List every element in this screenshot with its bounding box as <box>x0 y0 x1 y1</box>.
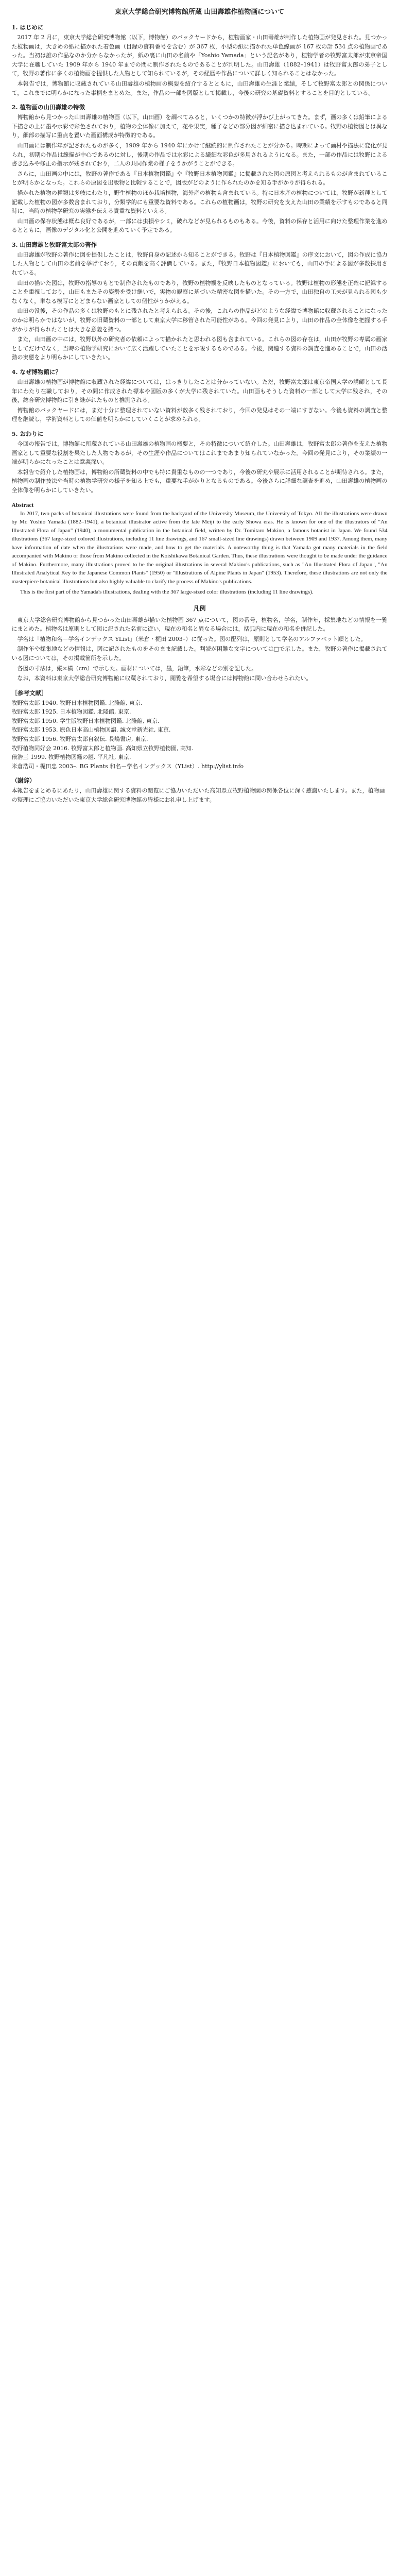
section-hanrei <box>12 604 388 683</box>
paragraph: 山田の没後，その作品の多くは牧野のもとに残されたと考えられる。その後，これらの作品がどのような経緯で博物館に収蔵されることになったのかは明らかではないが，牧野の旧蔵資料の一部として東京大学に移管された可能性がある。今回の発見により，山田の作品の全体像を把握する手がかりが得られたことは大きな意義を持つ。 <box>11 308 388 333</box>
paragraph: なお，本資料は東京大学総合研究博物館に収蔵されており，閲覧を希望する場合には博物館に問い合わせられたい。 <box>17 675 312 682</box>
paragraph: 各図の寸法は，縦×横（cm）で示した。画材については，墨，鉛筆，水彩などの別を記した。 <box>17 665 257 672</box>
abstract-heading: Abstract <box>11 502 34 509</box>
paragraph: 博物館から見つかった山田壽雄の植物画（以下，山田画）を調べてみると，いくつかの特徴が浮かび上がってきた。まず，画の多くは鉛筆による下描きの上に墨や水彩で彩色されており，植物の全体像に加えて，花や果実，種子などの部分図が細密に描き込まれている。牧野の植物図とは異なり，細部の描写に重点を置いた画面構成が特徴的である。 <box>11 114 388 139</box>
section-heading: 1. はじめに <box>11 24 44 31</box>
paragraph: 山田の描いた図は，牧野の指導のもとで制作されたものであり，牧野の植物観を反映したものとなっている。牧野は植物の形態を正確に記録することを重視しており，山田もまたその姿勢を受け継いで，実物の観察に基づいた精密な図を描いた。その一方で，山田独自の工夫が見られる図も少なくなく，単なる模写にとどまらない画家としての個性がうかがえる。 <box>11 279 388 304</box>
section-yamada-makino <box>12 240 388 362</box>
hanrei-heading: 凡例 <box>193 604 206 612</box>
reference-item: 牧野富太郎 1956. 牧野富太郎自叙伝. 長嶋書房, 東京. <box>11 736 148 743</box>
paragraph: 2017 年 2 月に，東京大学総合研究博物館（以下，博物館）のバックヤードから，植物画家・山田壽雄が制作した植物画が発見された。見つかった植物画は，大きめの紙に描かれた着色画（目録の資料番号を含む）が 367 枚，小型の紙に描かれた単色線画が 167 枚の計 534 点の植物画であった。当初は誰の作品なのか分からなかったが，紙の裏に山田の名前や「Yoshio Yamada」という記名があり，植物学者の牧野富太郎が東京帝国大学に在職していた 1909 年から 1940 年までの間に制作されたものであることが判明した。山田壽雄（1882–1941）は牧野富太郎の弟子として，牧野の著作に多くの植物画を提供した人物として知られているが，その経歴や作品について詳しく知られることはなかった。 <box>11 34 388 77</box>
references-heading: ［参考文献］ <box>11 689 47 697</box>
section-introduction <box>12 23 388 97</box>
section-conclusion <box>12 429 388 495</box>
paragraph: 学名は「植物和名－学名インデックス YList」（米倉・梶田 2003–）に従った。図の配列は，原則として学名のアルファベット順とした。 <box>17 635 367 642</box>
reference-item: 俵浩三 1999. 牧野植物図鑑の謎. 平凡社, 東京. <box>11 754 131 761</box>
reference-item: 牧野富太郎 1953. 原色日本高山植物図譜. 誠文堂新光社, 東京. <box>11 726 171 734</box>
paragraph: 山田壽雄が牧野の著作に図を提供したことは，牧野自身の記述から知ることができる。牧野は『日本植物図鑑』の序文において，図の作成に協力した人物として山田の名前を挙げており，その貢献を高く評価している。また，『牧野日本植物図鑑』においても，山田の手による図が多数採用されている。 <box>11 251 388 277</box>
reference-item: 米倉浩司・梶田忠 2003–. BG Plants 和名－学名インデックス（YList）. http://ylist.info <box>11 762 244 770</box>
section-features <box>12 103 388 235</box>
reference-item: 牧野富太郎 1925. 日本植物図鑑. 北隆館, 東京. <box>11 708 131 716</box>
paragraph: 描かれた植物の種類は多岐にわたり，野生植物のほか栽培植物，海外産の植物も含まれている。特に日本産の植物については，牧野が新種として記載した植物の図が多数含まれており，分類学的にも重要な資料である。これらの植物画は，牧野の研究を支えた山田の業績を示すものであると同時に，当時の植物学研究の実態を伝える貴重な資料といえる。 <box>11 189 388 215</box>
paragraph: 東京大学総合研究博物館から見つかった山田壽雄が描いた植物画 367 点について，図の番号，植物名，学名，制作年，採集地などの情報を一覧にまとめた。植物名は原則として図に記された名前に従い，現在の和名と異なる場合には，括弧内に現在の和名を併記した。 <box>11 616 388 633</box>
section-notes <box>12 776 388 804</box>
reference-item: 牧野植物同好会 2016. 牧野富太郎と植物画. 高知県立牧野植物園, 高知. <box>11 744 194 752</box>
document-title: 東京大学総合研究博物館所蔵 山田壽雄作植物画について <box>114 8 285 16</box>
abstract-paragraph: In 2017, two packs of botanical illustrations were found from the backyard of the University Museum, the University of Tokyo. All the illustrations were drawn by Mr. Yoshio Yamada (1882–1941), a botanical illustrator active from the late Meiji to the early Showa eras. He is known for one of the illustrators of "An Illustrated Flora of Japan" (1940), a monumental publication in the botanical field, written by Dr. Tomitaro Makino, a famous botanist in Japan. We found 534 illustrations (367 large-sized colored illustrations, including 11 line drawings, and 167 small-sized line drawings) drawn between 1909 and 1937. Among them, many have information of date when the illustrations were made, and how to get the materials. A noteworthy thing is that Yamada got many materials in the field accompanied with Makino or those from Makino collected in the Koishikawa Botanical Garden. Thus, these illustrations were thought to be made under the guidance of Makino. Furthermore, many illustrations proved to be the original illustrations in several Makino's publications, such as "An Illustrated Flora of Japan", "An Illustrated Analytical Key to the Japanese Common Plants" (1950) or "Illustrations of Alpine Plants in Japan" (1953). Therefore, these illustrations are not only the masterpiece botanical illustrations but also highly valuable to clarify the process of Makino's publications. <box>11 510 388 585</box>
paragraph: 博物館のバックヤードには，まだ十分に整理されていない資料が数多く残されており，今回の発見はその一端にすぎない。今後も資料の調査と整理を継続し，学術資料としての価値を明らかにしていくことが求められる。 <box>11 406 388 423</box>
reference-item: 牧野富太郎 1940. 牧野日本植物図鑑. 北隆館, 東京. <box>11 699 143 706</box>
section-heading: 3. 山田壽雄と牧野富太郎の著作 <box>11 241 97 248</box>
document-page <box>12 0 388 805</box>
section-heading: 2. 植物画の山田壽雄の特徴 <box>11 104 85 111</box>
section-abstract <box>12 502 388 597</box>
paragraph: 本報告では，博物館に収蔵されている山田壽雄の植物画の概要を紹介するとともに，山田壽雄の生涯と業績，そして牧野富太郎との関係について，これまでに明らかになった事柄をまとめた。また，作品の一部を図版として掲載し，今後の研究の基礎資料とすることを目的としている。 <box>11 80 388 96</box>
notes-text: 本報告をまとめるにあたり，山田壽雄に関する資料の閲覧にご協力いただいた高知県立牧野植物園の関係各位に深く感謝いたします。また，植物画の整理にご協力いただいた東京大学総合研究博物館の皆様にお礼申し上げます。 <box>11 787 385 804</box>
abstract-paragraph: This is the first part of the Yamada's illustrations, dealing with the 367 large-sized color illustrations (including 11 line drawings). <box>20 589 314 596</box>
paragraph: 制作年や採集地などの情報は，図に記されたものをそのまま記載した。判読が困難な文字については□で示した。また，牧野の著作に掲載されている図については，その掲載箇所を示した。 <box>11 646 388 662</box>
paragraph: 山田画には制作年が記されたものが多く，1909 年から 1940 年にかけて継続的に制作されたことが分かる。時期によって画材や描法に変化が見られ，初期の作品は線描が中心であるのに対し，後期の作品では水彩による繊細な彩色が多用されるようになる。また，一部の作品には牧野による書き込みや修正の指示が残されており，二人の共同作業の様子をうかがうことができる。 <box>11 142 388 167</box>
reference-item: 牧野富太郎 1950. 学生版牧野日本植物図鑑. 北隆館, 東京. <box>11 717 160 724</box>
paragraph: 山田画の保存状態は概ね良好であるが，一部には虫損やシミ，破れなどが見られるものもある。今後，資料の保存と活用に向けた整理作業を進めるとともに，画像のデジタル化と公開を進めていく予定である。 <box>11 217 388 234</box>
paragraph: また，山田画の中には，牧野以外の研究者の依頼によって描かれたと思われる図も含まれている。これらの図の存在は，山田が牧野の専属の画家としてだけでなく，当時の植物学研究において広く活躍していたことを示唆するものである。今後，関連する資料の調査を進めることで，山田の活動の実態をより明らかにしていきたい。 <box>11 336 388 361</box>
section-heading: 4. なぜ博物館に？ <box>11 368 62 376</box>
section-why-museum <box>12 367 388 424</box>
section-references <box>12 688 388 771</box>
paragraph: 山田壽雄の植物画が博物館に収蔵された経緯については，はっきりしたことは分かっていない。ただ，牧野富太郎は東京帝国大学の講師として長年にわたり在職しており，その間に作成された標本や図版の多くが大学に残されていた。山田画もそうした資料の一部として大学に残され，その後，総合研究博物館に引き継がれたものと推測される。 <box>11 379 388 404</box>
paragraph: さらに，山田画の中には，牧野の著作である『日本植物図鑑』や『牧野日本植物図鑑』に掲載された図の原図と考えられるものが含まれていることが明らかとなった。これらの原図を出版物と比較することで，図版がどのように作られたのかを知る手がかりが得られる。 <box>11 170 388 187</box>
notes-heading: （謝辞） <box>11 777 36 785</box>
section-heading: 5. おわりに <box>11 430 44 437</box>
paragraph: 本報告で紹介した植物画は，博物館の所蔵資料の中でも特に貴重なものの一つであり，今後の研究や展示に活用されることが期待される。また，植物画の制作技法や当時の植物学研究の様子を知る上でも，重要な手がかりとなるものである。今後さらに詳細な調査を進め，山田壽雄の植物画の全体像を明らかにしていきたい。 <box>11 468 388 494</box>
paragraph: 今回の報告では，博物館に所蔵されている山田壽雄の植物画の概要と，その特徴について紹介した。山田壽雄は，牧野富太郎の著作を支えた植物画家として重要な役割を果たした人物であるが，その生涯や作品についてはこれまであまり知られていなかった。今回の発見により，その業績の一端が明らかになったことは意義深い。 <box>11 440 388 466</box>
